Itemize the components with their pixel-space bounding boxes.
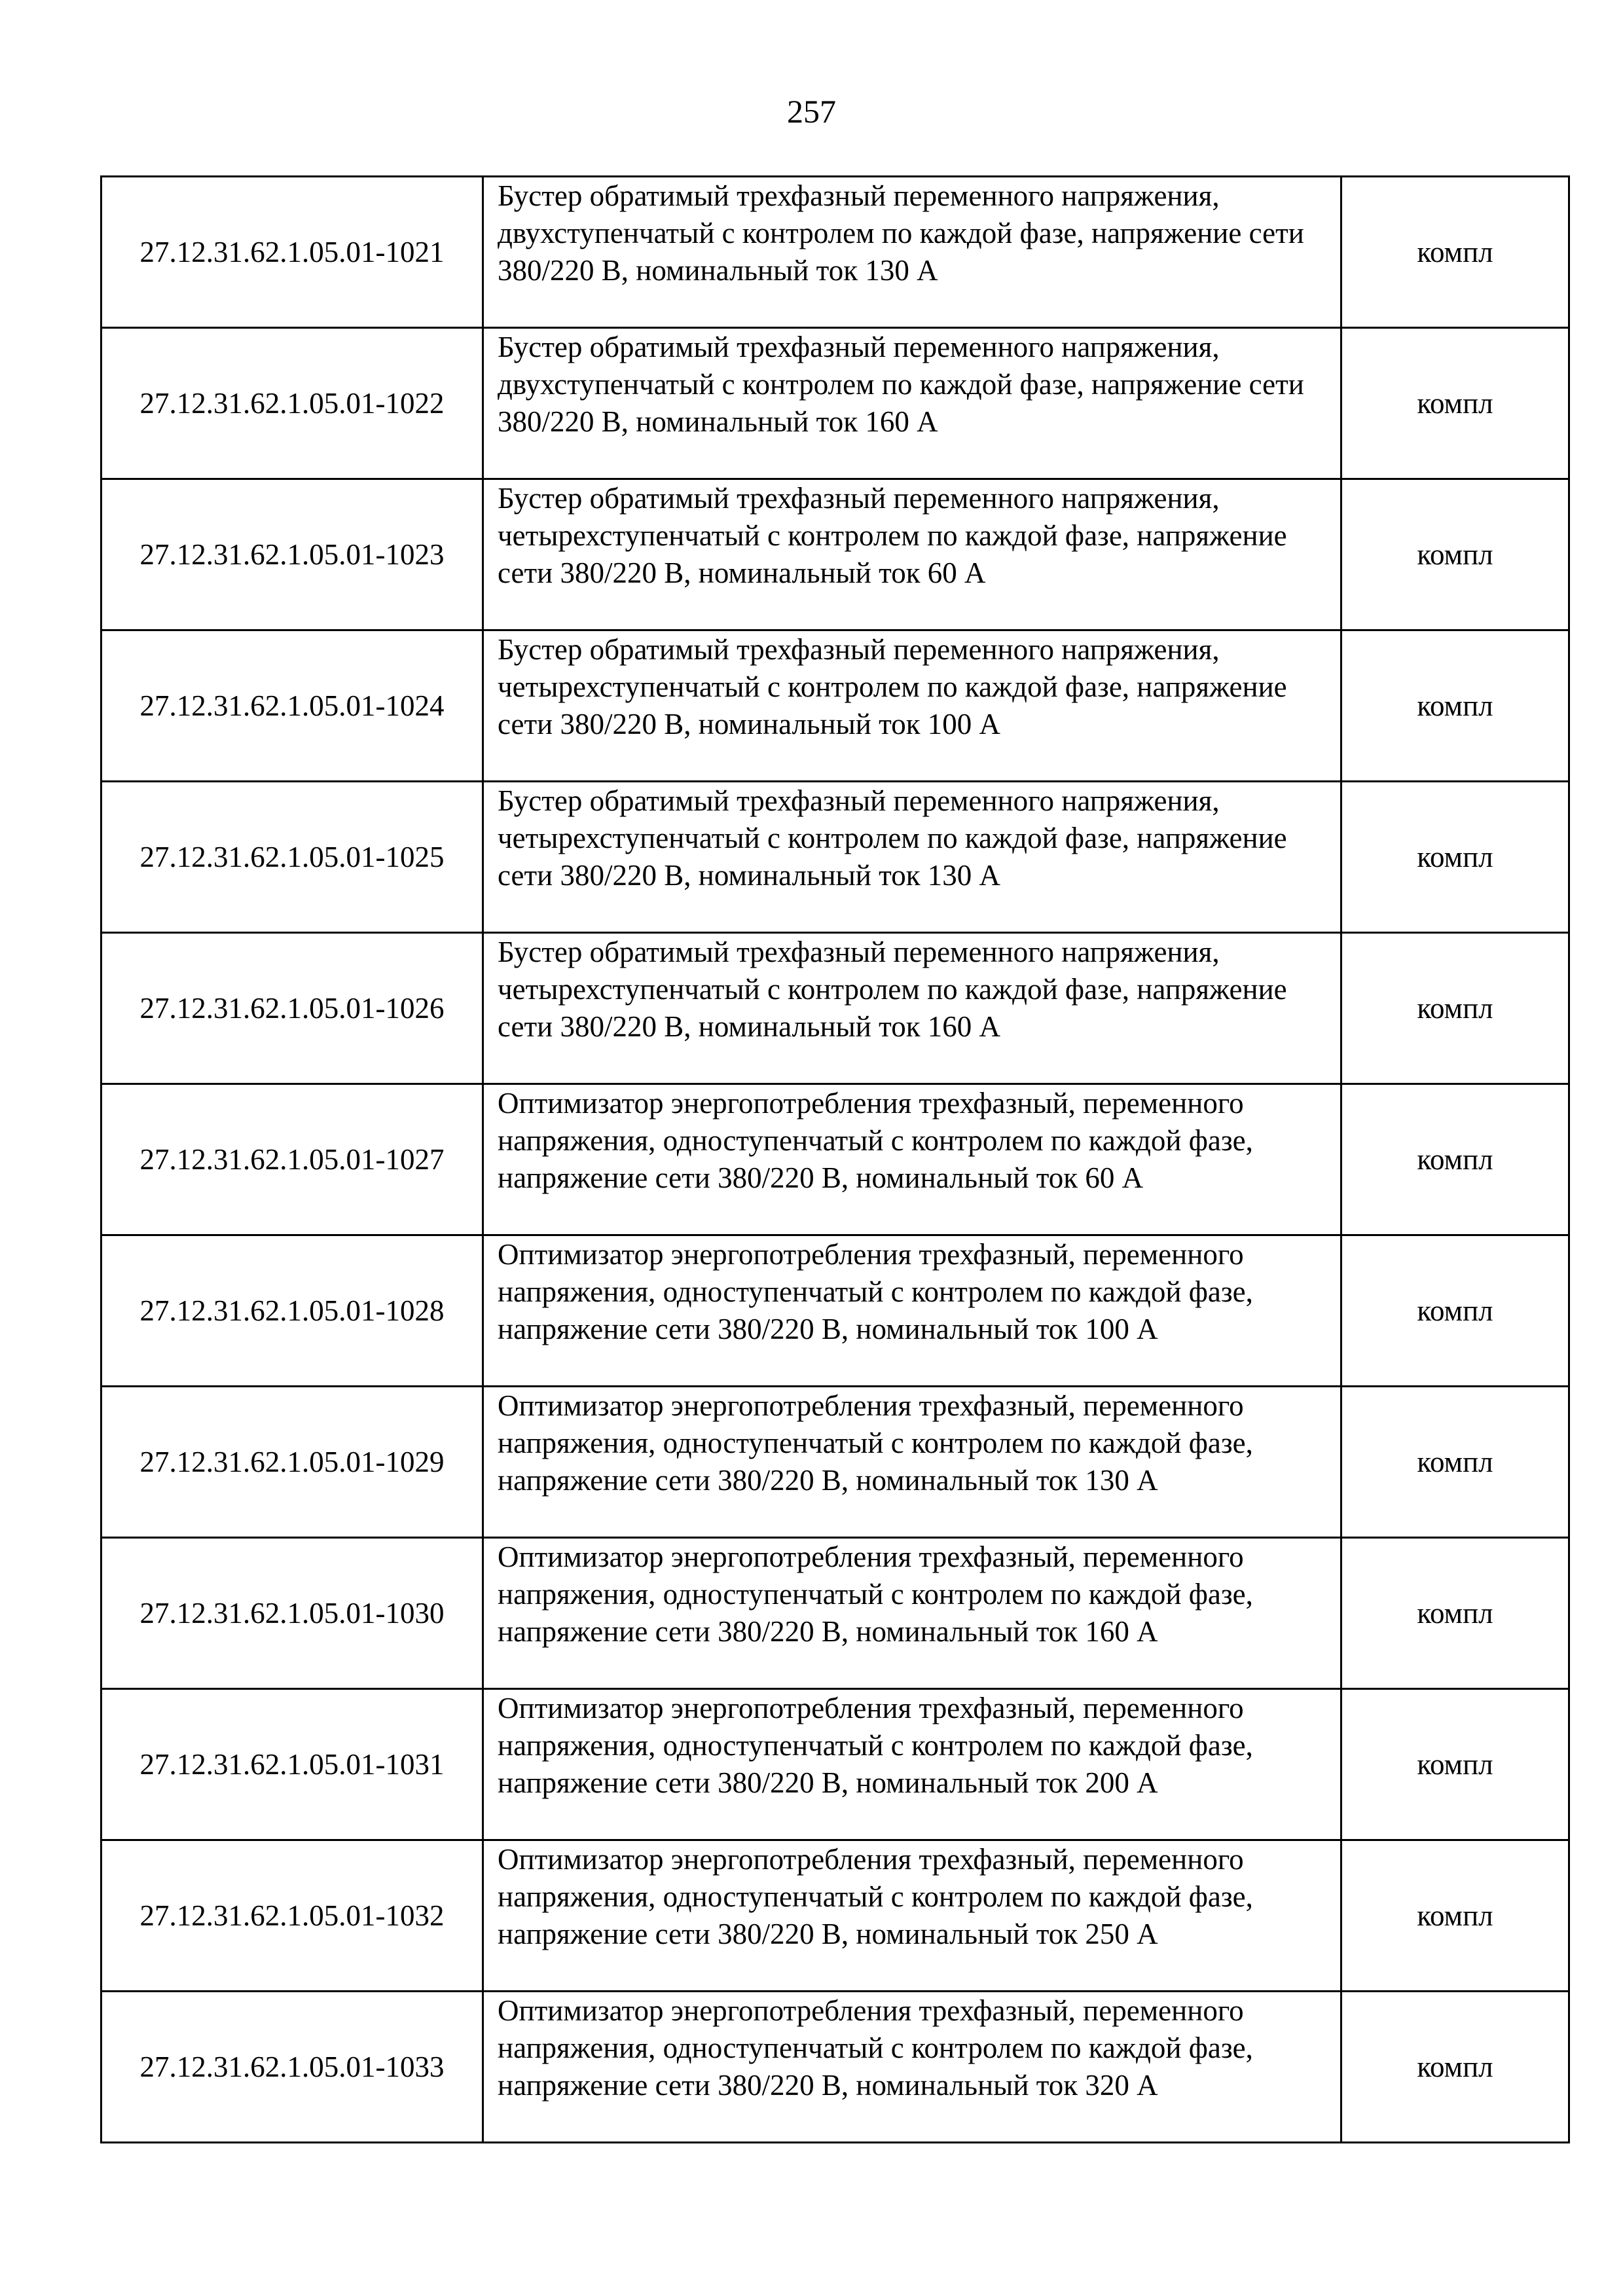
resource-table (100, 175, 1570, 2143)
resource-description: Бустер обратимый трехфазный переменного напряжения, четырехступенчатый с контролем по каждой фазе, напряжение сети 380/220 В, номинальный ток 100 А (483, 630, 1341, 782)
table-row (101, 1689, 1569, 1840)
resource-description: Оптимизатор энергопотребления трехфазный, переменного напряжения, одноступенчатый с контролем по каждой фазе, напряжение сети 380/220 В, номинальный ток 130 А (483, 1387, 1341, 1538)
resource-description: Бустер обратимый трехфазный переменного напряжения, двухступенчатый с контролем по каждой фазе, напряжение сети 380/220 В, номинальный ток 130 А (483, 177, 1341, 328)
resource-unit: компл (1341, 933, 1569, 1084)
resource-unit: компл (1341, 1387, 1569, 1538)
table-row (101, 1992, 1569, 2143)
resource-code: 27.12.31.62.1.05.01-1033 (101, 1992, 483, 2143)
table-row (101, 1538, 1569, 1689)
resource-unit: компл (1341, 177, 1569, 328)
resource-unit: компл (1341, 1084, 1569, 1235)
table-row (101, 177, 1569, 328)
resource-description: Оптимизатор энергопотребления трехфазный, переменного напряжения, одноступенчатый с контролем по каждой фазе, напряжение сети 380/220 В, номинальный ток 100 А (483, 1235, 1341, 1387)
resource-description: Бустер обратимый трехфазный переменного напряжения, четырехступенчатый с контролем по каждой фазе, напряжение сети 380/220 В, номинальный ток 130 А (483, 782, 1341, 933)
resource-unit: компл (1341, 328, 1569, 479)
resource-code: 27.12.31.62.1.05.01-1023 (101, 479, 483, 630)
resource-code: 27.12.31.62.1.05.01-1029 (101, 1387, 483, 1538)
resource-unit: компл (1341, 782, 1569, 933)
resource-description: Оптимизатор энергопотребления трехфазный, переменного напряжения, одноступенчатый с контролем по каждой фазе, напряжение сети 380/220 В, номинальный ток 60 А (483, 1084, 1341, 1235)
table-row (101, 1084, 1569, 1235)
table-row (101, 1840, 1569, 1992)
table-row (101, 328, 1569, 479)
table-row (101, 1387, 1569, 1538)
resource-unit: компл (1341, 1992, 1569, 2143)
resource-code: 27.12.31.62.1.05.01-1021 (101, 177, 483, 328)
resource-unit: компл (1341, 1235, 1569, 1387)
resource-table-body (101, 177, 1569, 2143)
resource-code: 27.12.31.62.1.05.01-1032 (101, 1840, 483, 1992)
resource-code: 27.12.31.62.1.05.01-1022 (101, 328, 483, 479)
resource-unit: компл (1341, 1538, 1569, 1689)
resource-code: 27.12.31.62.1.05.01-1027 (101, 1084, 483, 1235)
resource-description: Оптимизатор энергопотребления трехфазный, переменного напряжения, одноступенчатый с контролем по каждой фазе, напряжение сети 380/220 В, номинальный ток 320 А (483, 1992, 1341, 2143)
table-row (101, 933, 1569, 1084)
resource-description: Бустер обратимый трехфазный переменного напряжения, четырехступенчатый с контролем по каждой фазе, напряжение сети 380/220 В, номинальный ток 60 А (483, 479, 1341, 630)
resource-description: Бустер обратимый трехфазный переменного напряжения, четырехступенчатый с контролем по каждой фазе, напряжение сети 380/220 В, номинальный ток 160 А (483, 933, 1341, 1084)
resource-code: 27.12.31.62.1.05.01-1028 (101, 1235, 483, 1387)
table-row (101, 1235, 1569, 1387)
resource-code: 27.12.31.62.1.05.01-1024 (101, 630, 483, 782)
resource-unit: компл (1341, 479, 1569, 630)
resource-unit: компл (1341, 1689, 1569, 1840)
resource-code: 27.12.31.62.1.05.01-1031 (101, 1689, 483, 1840)
table-row (101, 782, 1569, 933)
resource-description: Оптимизатор энергопотребления трехфазный, переменного напряжения, одноступенчатый с контролем по каждой фазе, напряжение сети 380/220 В, номинальный ток 160 А (483, 1538, 1341, 1689)
resource-code: 27.12.31.62.1.05.01-1030 (101, 1538, 483, 1689)
table-row (101, 479, 1569, 630)
resource-description: Оптимизатор энергопотребления трехфазный, переменного напряжения, одноступенчатый с контролем по каждой фазе, напряжение сети 380/220 В, номинальный ток 250 А (483, 1840, 1341, 1992)
resource-code: 27.12.31.62.1.05.01-1025 (101, 782, 483, 933)
resource-description: Бустер обратимый трехфазный переменного напряжения, двухступенчатый с контролем по каждой фазе, напряжение сети 380/220 В, номинальный ток 160 А (483, 328, 1341, 479)
table-row (101, 630, 1569, 782)
resource-description: Оптимизатор энергопотребления трехфазный, переменного напряжения, одноступенчатый с контролем по каждой фазе, напряжение сети 380/220 В, номинальный ток 200 А (483, 1689, 1341, 1840)
resource-unit: компл (1341, 630, 1569, 782)
resource-unit: компл (1341, 1840, 1569, 1992)
page-number: 257 (787, 93, 836, 130)
resource-code: 27.12.31.62.1.05.01-1026 (101, 933, 483, 1084)
